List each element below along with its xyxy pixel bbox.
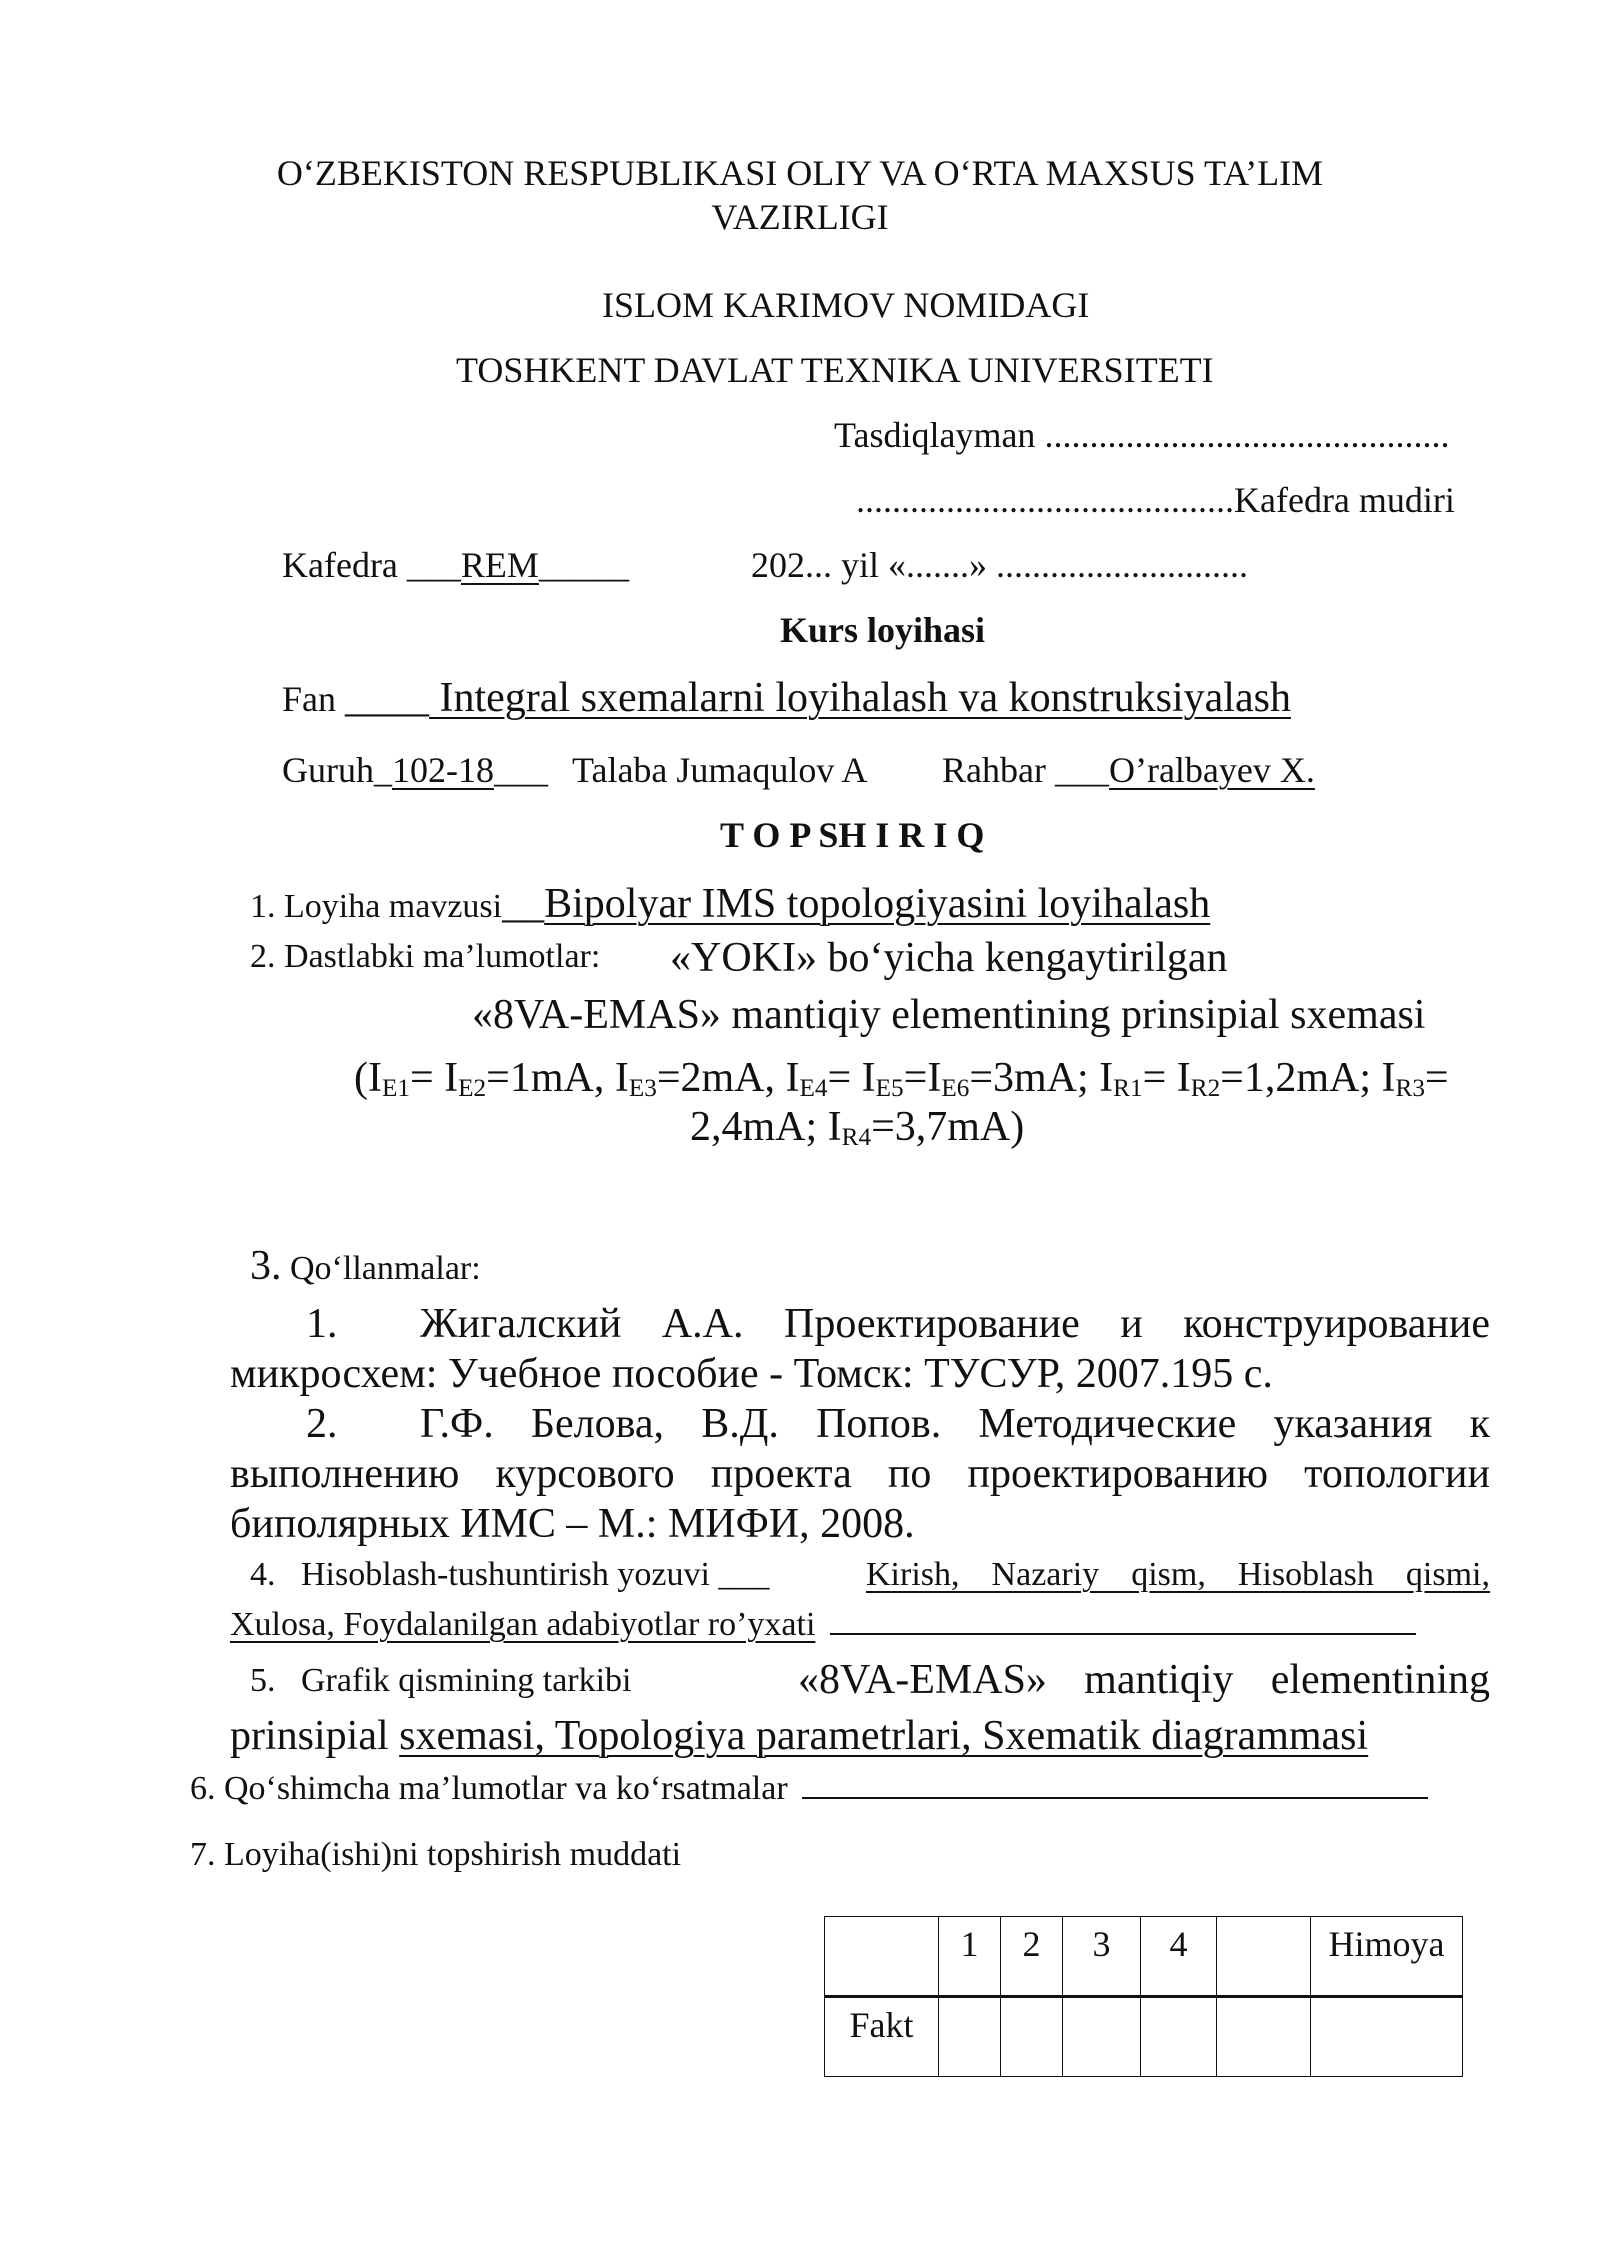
schedule-cell [1217,1997,1311,2077]
schedule-header-cell: 4 [1141,1917,1217,1997]
item-1 [250,880,1210,928]
item-5-value-1: «8VA-EMAS» mantiqiy elementining [798,1657,1490,1703]
fan-line [282,674,1291,722]
item-4-value-2: Xulosa, Foydalanilgan adabiyotlar ro’yxati [230,1606,816,1643]
approval-dots: ............................................. [1035,415,1450,455]
item-4-line-2 [230,1606,1416,1644]
kafedra-value: REM [460,545,539,585]
item-2-line-1: «YOKI» bo‘yicha kengaytirilgan [670,935,1228,981]
approval-label: Tasdiqlayman [834,415,1036,455]
item-5-label: 5. Grafik qismining tarkibi [250,1662,632,1699]
schedule-row-label: Fakt [825,1997,939,2077]
guruh-line [282,749,548,791]
ref-1-line-1: Жигалский А.А. Проектирование и конструирование [420,1301,1490,1347]
guruh-pre: _ [374,750,392,790]
supervisor-label: Rahbar [942,750,1055,790]
schedule-fakt-row [825,1997,1463,2077]
schedule-cell [1063,1997,1141,2077]
schedule-cell [1311,1997,1463,2077]
guruh-post: ___ [494,750,548,790]
guruh-label: Guruh [282,750,374,790]
supervisor-value: O’ralbayev X. [1108,750,1315,790]
university-line-1: ISLOM KARIMOV NOMIDAGI [602,285,1090,325]
item-7-label: 7. Loyiha(ishi)ni topshirish muddati [190,1836,682,1873]
kafedra-underline-post: _____ [538,545,629,585]
kafedra-label: Kafedra [282,545,407,585]
ref-2-line-2: выполнению курсового проекта по проектированию топологии [230,1451,1490,1497]
ref-2-num: 2. [306,1401,338,1447]
item-4-blank [830,1633,1416,1635]
approval-dots-2: .......................................... [856,480,1234,520]
date-line: 202... yil «.......» ............................ [751,545,1249,585]
kafedra-underline-pre: ___ [406,545,461,585]
schedule-header-cell: 1 [939,1917,1001,1997]
approval-role: Kafedra mudiri [1234,480,1455,520]
item-6 [190,1770,1428,1808]
item-2 [250,938,600,976]
fan-label: Fan [282,679,345,719]
item-5-value-2a: prinsipial [230,1713,400,1759]
schedule-cell [1001,1997,1063,2077]
assignment-heading: T O P SH I R I Q [720,815,985,855]
item-2-label: 2. Dastlabki ma’lumotlar: [250,938,601,975]
ref-2-line-3: биполярных ИМС – М.: МИФИ, 2008. [230,1501,915,1547]
schedule-header-cell [825,1917,939,1997]
supervisor-line [942,749,1315,791]
ref-2-line-1: Г.Ф. Белова, В.Д. Попов. Методические указания к [420,1401,1490,1447]
item-3-label: Qo‘llanmalar: [281,1250,481,1287]
approval-role-line [856,479,1455,521]
schedule-cell [1141,1997,1217,2077]
approval-line [834,414,1449,456]
ref-1-line-2: микросхем: Учебное пособие - Томск: ТУСУР, 2007.195 с. [230,1351,1273,1397]
item-3 [250,1242,481,1290]
schedule-header-cell: 3 [1063,1917,1141,1997]
item-6-blank [802,1797,1428,1799]
ministry-line-1: O‘ZBEKISTON RESPUBLIKASI OLIY VA O‘RTA MAXSUS TA’LIM [276,153,1324,193]
fan-blank: ____ [345,675,429,721]
schedule-cell [939,1997,1001,2077]
ministry-line-2: VAZIRLIGI [711,197,889,237]
schedule-header-cell: 2 [1001,1917,1063,1997]
schedule-header-cell: Himoya [1311,1917,1463,1997]
item-2-line-2: «8VA-EMAS» mantiqiy elementining prinsipial sxemasi [472,992,1426,1038]
schedule-table [824,1916,1463,2077]
item-5-value-2b: sxemasi, Topologiya parametrlari, Sxematik diagrammasi [399,1713,1369,1759]
item-1-value: Bipolyar IMS topologiyasini loyihalash [544,881,1211,927]
schedule-header-row [825,1917,1463,1997]
item-6-label: 6. Qo‘shimcha ma’lumotlar va ko‘rsatmalar [190,1770,788,1807]
document-title: Kurs loyihasi [780,610,986,650]
item-5-line-2 [230,1712,1368,1760]
item-1-label: 1. Loyiha mavzusi [250,888,503,925]
item-2-params-line-2: 2,4mA; $I_{R4}=3,7mA$) [690,1104,1025,1151]
item-3-num: 3. [250,1243,282,1289]
item-4-value-1: Kirish, Nazariy qism, Hisoblash qismi, [866,1556,1490,1593]
item-2-params-line-1: ($I_{E1}= I_{E2}=1mA$, $I_{E3}=2mA$, $I_{E4}= I_{E5}=I_{E6}=3mA$; $I_{R1}= I_{R2}=1,2mA$; $I_{R3}=$ [354,1055,1449,1102]
fan-value: Integral sxemalarni loyihalash va konstruksiyalash [429,675,1291,721]
guruh-value: 102-18 [392,750,494,790]
supervisor-pre: ___ [1054,750,1109,790]
item-4-label: 4. Hisoblash-tushuntirish yozuvi ___ [250,1556,770,1593]
schedule-header-cell [1217,1917,1311,1997]
university-line-2: TOSHKENT DAVLAT TEXNIKA UNIVERSITETI [456,350,1214,390]
item-1-blank: __ [502,881,545,927]
ref-1-num: 1. [306,1301,338,1347]
student-name: Talaba Jumaqulov A [572,750,868,790]
kafedra-line [282,544,629,586]
